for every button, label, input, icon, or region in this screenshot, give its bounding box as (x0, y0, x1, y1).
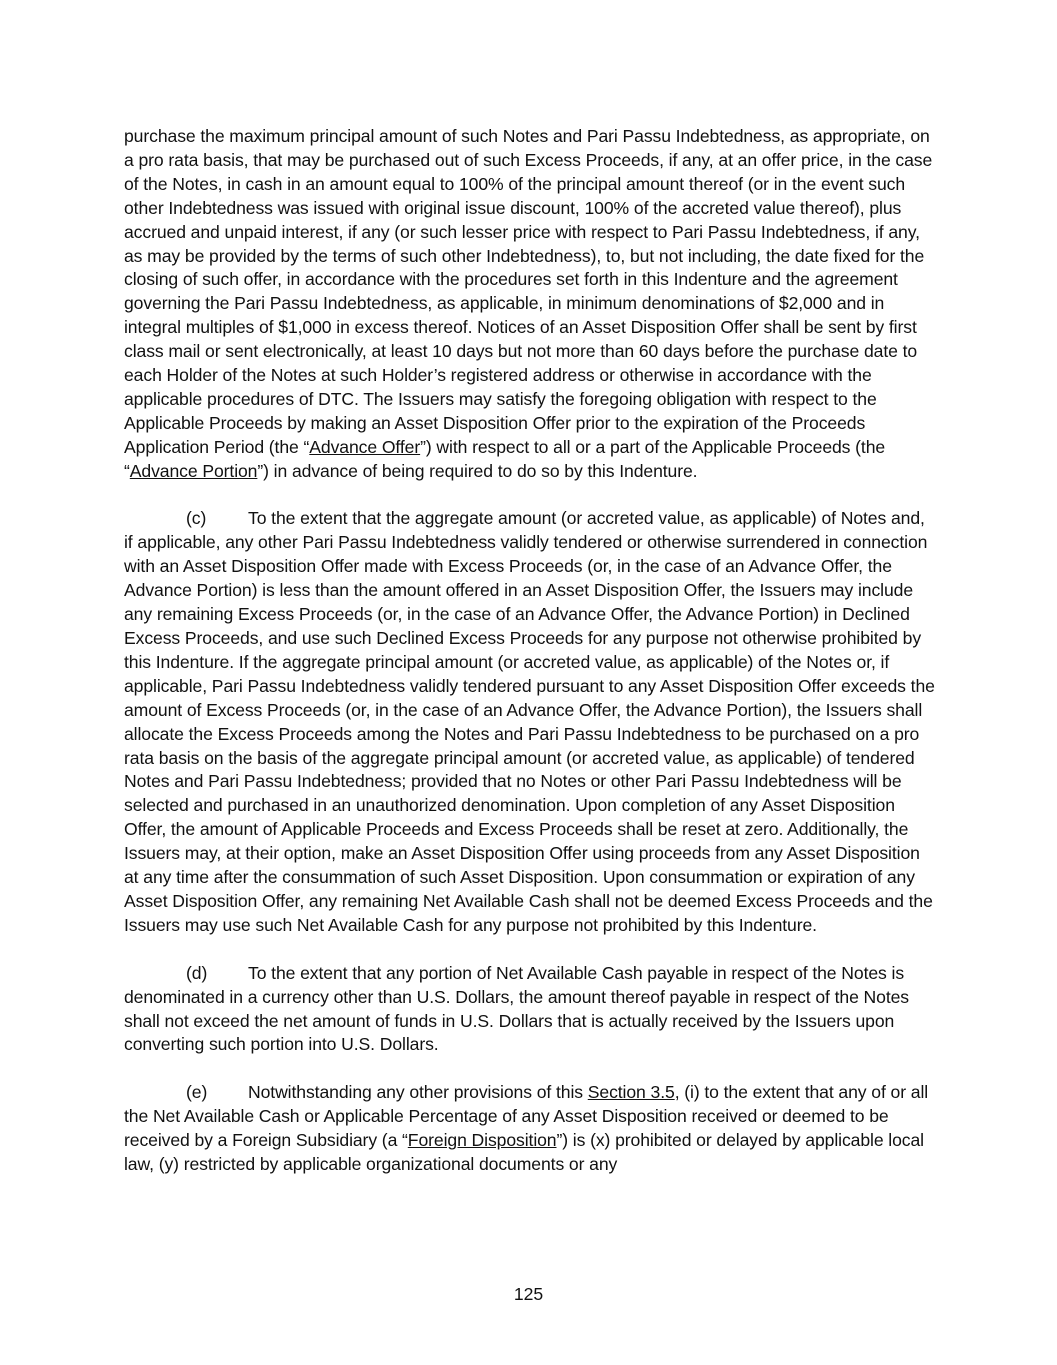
paragraph-c-text: To the extent that the aggregate amount (or accreted value, as applicable) of Notes and, if applicable, any other Pari Passu Indebtedness validly tendered or otherwise surrendered in connection with an Asset Disposition Offer made with Excess Proceeds (or, in the case of an Advance Offer, the Advance Portion) is less than the amount offered in an Asset Disposition Offer, the Issuers may include any remaining Excess Proceeds (or, in the case of an Advance Offer, the Advance Portion) in Declined Excess Proceeds, and use such Declined Excess Proceeds for any purpose not otherwise prohibited by this Indenture. If the aggregate principal amount (or accreted value, as applicable) of the Notes or, if applicable, Pari Passu Indebtedness validly tendered pursuant to any Asset Disposition Offer exceeds the amount of Excess Proceeds (or, in the case of an Advance Offer, the Advance Portion), the Issuers shall allocate the Excess Proceeds among the Notes and Pari Passu Indebtedness to be purchased on a pro rata basis on the basis of the aggregate principal amount (or accreted value, as applicable) of tendered Notes and Pari Passu Indebtedness; provided that no Notes or other Pari Passu Indebtedness will be selected and purchased in an unauthorized denomination. Upon completion of any Asset Disposition Offer, the amount of Applicable Proceeds and Excess Proceeds shall be reset at zero. Additionally, the Issuers may, at their option, make an Asset Disposition Offer using proceeds from any Asset Disposition at any time after the consummation of such Asset Disposition. Upon consummation or expiration of any Asset Disposition Offer, any remaining Net Available Cash shall not be deemed Excess Proceeds and the Issuers may use such Net Available Cash for any purpose not prohibited by this Indenture. (124, 508, 935, 935)
page-number: 125 (513, 1284, 544, 1304)
paragraph-d (124, 962, 936, 1058)
defined-term-advance-offer: Advance Offer (309, 436, 421, 457)
paragraph-b-text-2: ”) with respect to all or a part of the Applicable Proceeds (the “ (124, 436, 886, 481)
paragraph-e-label: (e) (186, 1082, 208, 1103)
defined-term-foreign-disposition: Foreign Disposition (407, 1130, 557, 1151)
paragraph-b-continuation (124, 125, 936, 484)
paragraph-c-label: (c) (186, 508, 207, 529)
paragraph-b-text-3: ”) in advance of being required to do so by this Indenture. (257, 460, 698, 481)
section-reference-link: Section 3.5 (587, 1082, 675, 1103)
paragraph-e (124, 1081, 936, 1177)
paragraph-e-text: Notwithstanding any other provisions of this (248, 1082, 588, 1103)
paragraph-d-text: To the extent that any portion of Net Available Cash payable in respect of the Notes is denominated in a currency other than U.S. Dollars, the amount thereof payable in respect of the Notes shall not exceed the net amount of funds in U.S. Dollars that is actually received by the Issuers upon converting such portion into U.S. Dollars. (124, 962, 910, 1055)
paragraph-b-text: purchase the maximum principal amount of such Notes and Pari Passu Indebtedness, as appropriate, on a pro rata basis, that may be purchased out of such Excess Proceeds, if any, at an offer price, in the case of the Notes, in cash in an amount equal to 100% of the principal amount thereof (or in the event such other Indebtedness was issued with original issue discount, 100% of the accreted value thereof), plus accrued and unpaid interest, if any (or such lesser price with respect to Pari Passu Indebtedness, if any, as may be provided by the terms of such other Indebtedness), to, but not including, the date fixed for the closing of such offer, in accordance with the procedures set forth in this Indenture and the agreement governing the Pari Passu Indebtedness, as applicable, in minimum denominations of $2,000 and in integral multiples of $1,000 in excess thereof. Notices of an Asset Disposition Offer shall be sent by first class mail or sent electronically, at least 10 days but not more than 60 days before the purchase date to each Holder of the Notes at such Holder’s registered address or otherwise in accordance with the applicable procedures of DTC. The Issuers may satisfy the foregoing obligation with respect to the Applicable Proceeds by making an Asset Disposition Offer prior to the expiration of the Proceeds Application Period (the “ (124, 126, 933, 457)
document-body (124, 125, 936, 1177)
paragraph-e-text-2: , (i) to the extent that any of or all the Net Available Cash or Applicable Percentage of any Asset Disposition received or deemed to be received by a Foreign Subsidiary (a “ (124, 1082, 929, 1151)
paragraph-d-label: (d) (186, 962, 208, 983)
paragraph-e-text-3: ”) is (x) prohibited or delayed by applicable local law, (y) restricted by applicable organizational documents or any (124, 1130, 924, 1174)
paragraph-c (124, 507, 936, 937)
defined-term-advance-portion: Advance Portion (129, 460, 258, 481)
